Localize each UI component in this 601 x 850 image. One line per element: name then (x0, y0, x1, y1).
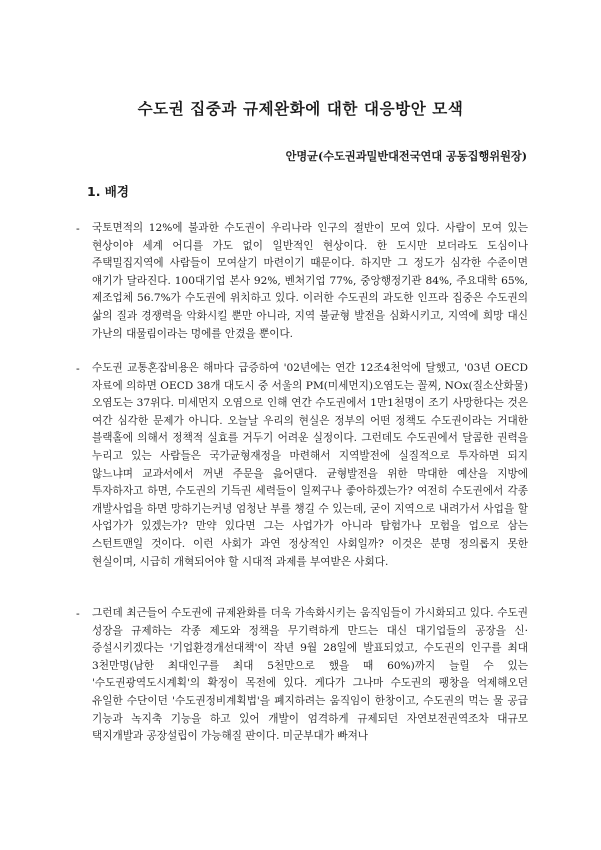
bullet-marker: - (76, 607, 80, 620)
author-line: 안명균(수도권과밀반대전국연대 공동집행위원장) (285, 149, 527, 163)
bullet-marker: - (76, 362, 80, 375)
paragraph (76, 605, 528, 746)
document-title: 수도권 집중과 규제완화에 대한 대응방안 모색 (137, 100, 464, 118)
bullet-marker: - (76, 222, 80, 235)
paragraph-text: 그런데 최근들어 수도권에 규제완화를 더욱 가속화시키는 움직임들이 가시화되고 있다. 수도권 성장을 규제하는 각종 제도와 정책을 무기력하게 만드는 대신 대기업들의 공장을 신·증설시키겠다는 '기업환경개선대책'이 작년 9월 28일에 발표되었고, 수도권의 인구를 최대 3천만명(남한 최대인구를 최대 5천만으로 했을 때 60%)까지 늘릴 수 있는 '수도권광역도시계획'의 확정이 목전에 있다. 게다가 그나마 수도권의 팽창을 억제해오던 유일한 수단이던 '수도권정비계획법'을 폐지하려는 움직임이 한창이고, 수도권의 먹는 물 공급 기능과 녹지축 기능을 하고 있어 개발이 엄격하게 규제되던 자연보전권역조차 대규모 택지개발과 공장설립이 가능해질 판이다. 미군부대가 빠져나 (92, 607, 528, 743)
paragraph (76, 220, 528, 343)
paragraph-text: 수도권 교통혼잡비용은 해마다 급증하여 '02년에는 연간 12조4천억에 달했고, '03년 OECD 자료에 의하면 OECD 38개 대도시 중 서울의 PM(미세먼지)오염도는 꼴찌, NOx(질소산화물)오염도는 37위다. 미세먼지 오염으로 인해 연간 수도권에서 1만1천명이 조기 사망한다는 것은 여간 심각한 문제가 아니다. 오늘날 우리의 현실은 정부의 어떤 정책도 수도권이라는 거대한 블랙홀에 의해서 정책적 실효를 거두기 어려운 실정이다. 그런데도 수도권에서 달콤한 권력을 누리고 있는 사람들은 국가균형재정을 마련해서 지역발전에 실질적으로 투자하면 되지 않느냐며 교과서에서 꺼낸 주문을 읊어댄다. 균형발전을 위한 막대한 예산을 지방에 투자하자고 하면, 수도권의 기득권 세력들이 일찌구나 좋아하겠는가? 여전히 수도권에서 각종 개발사업을 하면 망하기는커녕 엄청난 부를 챙길 수 있는데, 굳이 지역으로 내려가서 사업을 할 사업가가 있겠는가? 만약 있다면 그는 사업가가 아니라 탐험가나 모험을 업으로 삼는 스턴트맨일 것이다. 이런 사회가 과연 정상적인 사회일까? 이것은 분명 정의롭지 못한 현실이며, 시급히 개혁되어야 할 시대적 과제를 부여받은 사회다. (92, 362, 528, 568)
section-heading: 1. 배경 (87, 184, 129, 199)
paragraph-text: 국토면적의 12%에 불과한 수도권이 우리나라 인구의 절반이 모여 있다. 사람이 모여 있는 현상이야 세계 어디를 가도 없이 일반적인 현상이다. 한 도시만 보더라도 도심이나 주택밀집지역에 사람들이 모여살기 마련이기 때문이다. 하지만 그 정도가 심각한 수준이면 얘기가 달라진다. 100대기업 본사 92%, 벤처기업 77%, 중앙행정기관 84%, 주요대학 65%, 제조업체 56.7%가 수도권에 위치하고 있다. 이러한 수도권의 과도한 인프라 집중은 수도권의 삶의 질과 경쟁력을 악화시킬 뿐만 아니라, 지역 불균형 발전을 심화시키고, 지역에 희망 대신 가난의 대물림이라는 멍에를 안겼을 뿐이다. (92, 222, 528, 340)
paragraph (76, 360, 528, 571)
